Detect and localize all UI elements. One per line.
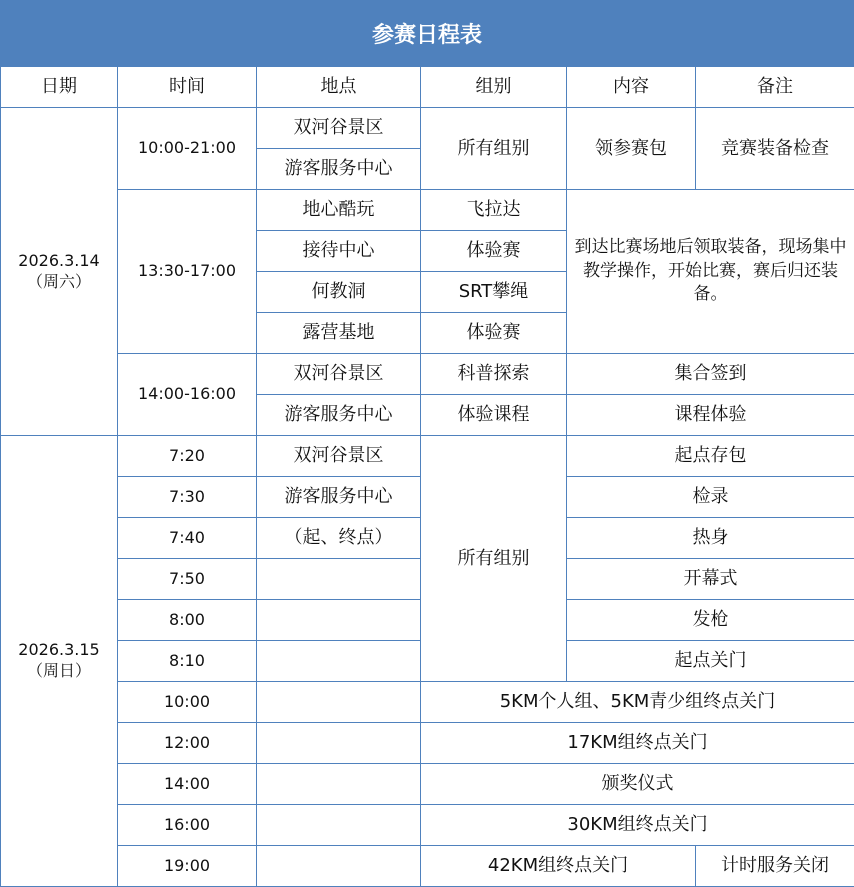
header-place: 地点 xyxy=(257,67,421,108)
time-cell: 7:30 xyxy=(118,477,257,518)
table-row xyxy=(1,190,854,231)
group-cell: 科普探索 xyxy=(421,354,567,395)
header-content: 内容 xyxy=(567,67,696,108)
time-cell: 8:00 xyxy=(118,600,257,641)
group-cell: 所有组别 xyxy=(421,436,567,682)
time-cell: 14:00 xyxy=(118,764,257,805)
header-row xyxy=(1,67,854,108)
table-row xyxy=(1,764,854,805)
time-cell: 14:00-16:00 xyxy=(118,354,257,436)
content-cell: 起点存包 xyxy=(567,436,854,477)
time-cell: 7:20 xyxy=(118,436,257,477)
group-cell: 飞拉达 xyxy=(421,190,567,231)
content-cell: 17KM组终点关门 xyxy=(421,723,854,764)
place-cell xyxy=(257,764,421,805)
table-row xyxy=(1,436,854,477)
content-cell: 发枪 xyxy=(567,600,854,641)
weekday-text: （周日） xyxy=(1,661,117,682)
place-cell xyxy=(257,600,421,641)
header-time: 时间 xyxy=(118,67,257,108)
time-cell: 10:00-21:00 xyxy=(118,108,257,190)
group-cell: 体验赛 xyxy=(421,313,567,354)
place-cell xyxy=(257,682,421,723)
group-cell: 所有组别 xyxy=(421,108,567,190)
note-cell: 竞赛装备检查 xyxy=(696,108,854,190)
place-cell: 双河谷景区 xyxy=(257,354,421,395)
time-cell: 12:00 xyxy=(118,723,257,764)
place-cell xyxy=(257,805,421,846)
table-row xyxy=(1,682,854,723)
place-cell: 双河谷景区 xyxy=(257,436,421,477)
content-cell: 颁奖仪式 xyxy=(421,764,854,805)
date-cell-day2 xyxy=(1,436,118,887)
time-cell: 13:30-17:00 xyxy=(118,190,257,354)
content-cell: 领参赛包 xyxy=(567,108,696,190)
content-cell: 5KM个人组、5KM青少组终点关门 xyxy=(421,682,854,723)
place-cell: 地心酷玩 xyxy=(257,190,421,231)
place-cell: 游客服务中心 xyxy=(257,149,421,190)
table-row xyxy=(1,723,854,764)
place-cell xyxy=(257,846,421,887)
table-row xyxy=(1,846,854,887)
table-row xyxy=(1,354,854,395)
page-title: 参赛日程表 xyxy=(0,0,854,66)
place-cell xyxy=(257,559,421,600)
time-cell: 7:50 xyxy=(118,559,257,600)
content-cell: 起点关门 xyxy=(567,641,854,682)
content-cell: 30KM组终点关门 xyxy=(421,805,854,846)
place-cell: 接待中心 xyxy=(257,231,421,272)
content-cell: 检录 xyxy=(567,477,854,518)
date-cell-day1 xyxy=(1,108,118,436)
content-cell: 集合签到 xyxy=(567,354,854,395)
group-cell: 体验课程 xyxy=(421,395,567,436)
time-cell: 8:10 xyxy=(118,641,257,682)
schedule-table xyxy=(0,66,854,887)
header-note: 备注 xyxy=(696,67,854,108)
content-paragraph: 到达比赛场地后领取装备，现场集中教学操作，开始比赛，赛后归还装备。 xyxy=(567,236,854,307)
group-cell: SRT攀绳 xyxy=(421,272,567,313)
date-text: 2026.3.14 xyxy=(1,251,117,272)
content-cell: 开幕式 xyxy=(567,559,854,600)
table-row xyxy=(1,108,854,149)
date-text: 2026.3.15 xyxy=(1,640,117,661)
time-cell: 16:00 xyxy=(118,805,257,846)
time-cell: 10:00 xyxy=(118,682,257,723)
weekday-text: （周六） xyxy=(1,272,117,293)
content-cell: 热身 xyxy=(567,518,854,559)
time-cell: 19:00 xyxy=(118,846,257,887)
group-cell: 体验赛 xyxy=(421,231,567,272)
time-cell: 7:40 xyxy=(118,518,257,559)
place-cell: 露营基地 xyxy=(257,313,421,354)
content-cell xyxy=(567,190,854,354)
content-cell: 课程体验 xyxy=(567,395,854,436)
header-date: 日期 xyxy=(1,67,118,108)
note-cell: 计时服务关闭 xyxy=(696,846,854,887)
place-cell xyxy=(257,723,421,764)
table-row xyxy=(1,805,854,846)
place-cell: 游客服务中心 xyxy=(257,477,421,518)
place-cell xyxy=(257,641,421,682)
place-cell: 双河谷景区 xyxy=(257,108,421,149)
content-cell: 42KM组终点关门 xyxy=(421,846,696,887)
place-cell: 游客服务中心 xyxy=(257,395,421,436)
place-cell: 何教洞 xyxy=(257,272,421,313)
header-group: 组别 xyxy=(421,67,567,108)
place-cell: （起、终点） xyxy=(257,518,421,559)
